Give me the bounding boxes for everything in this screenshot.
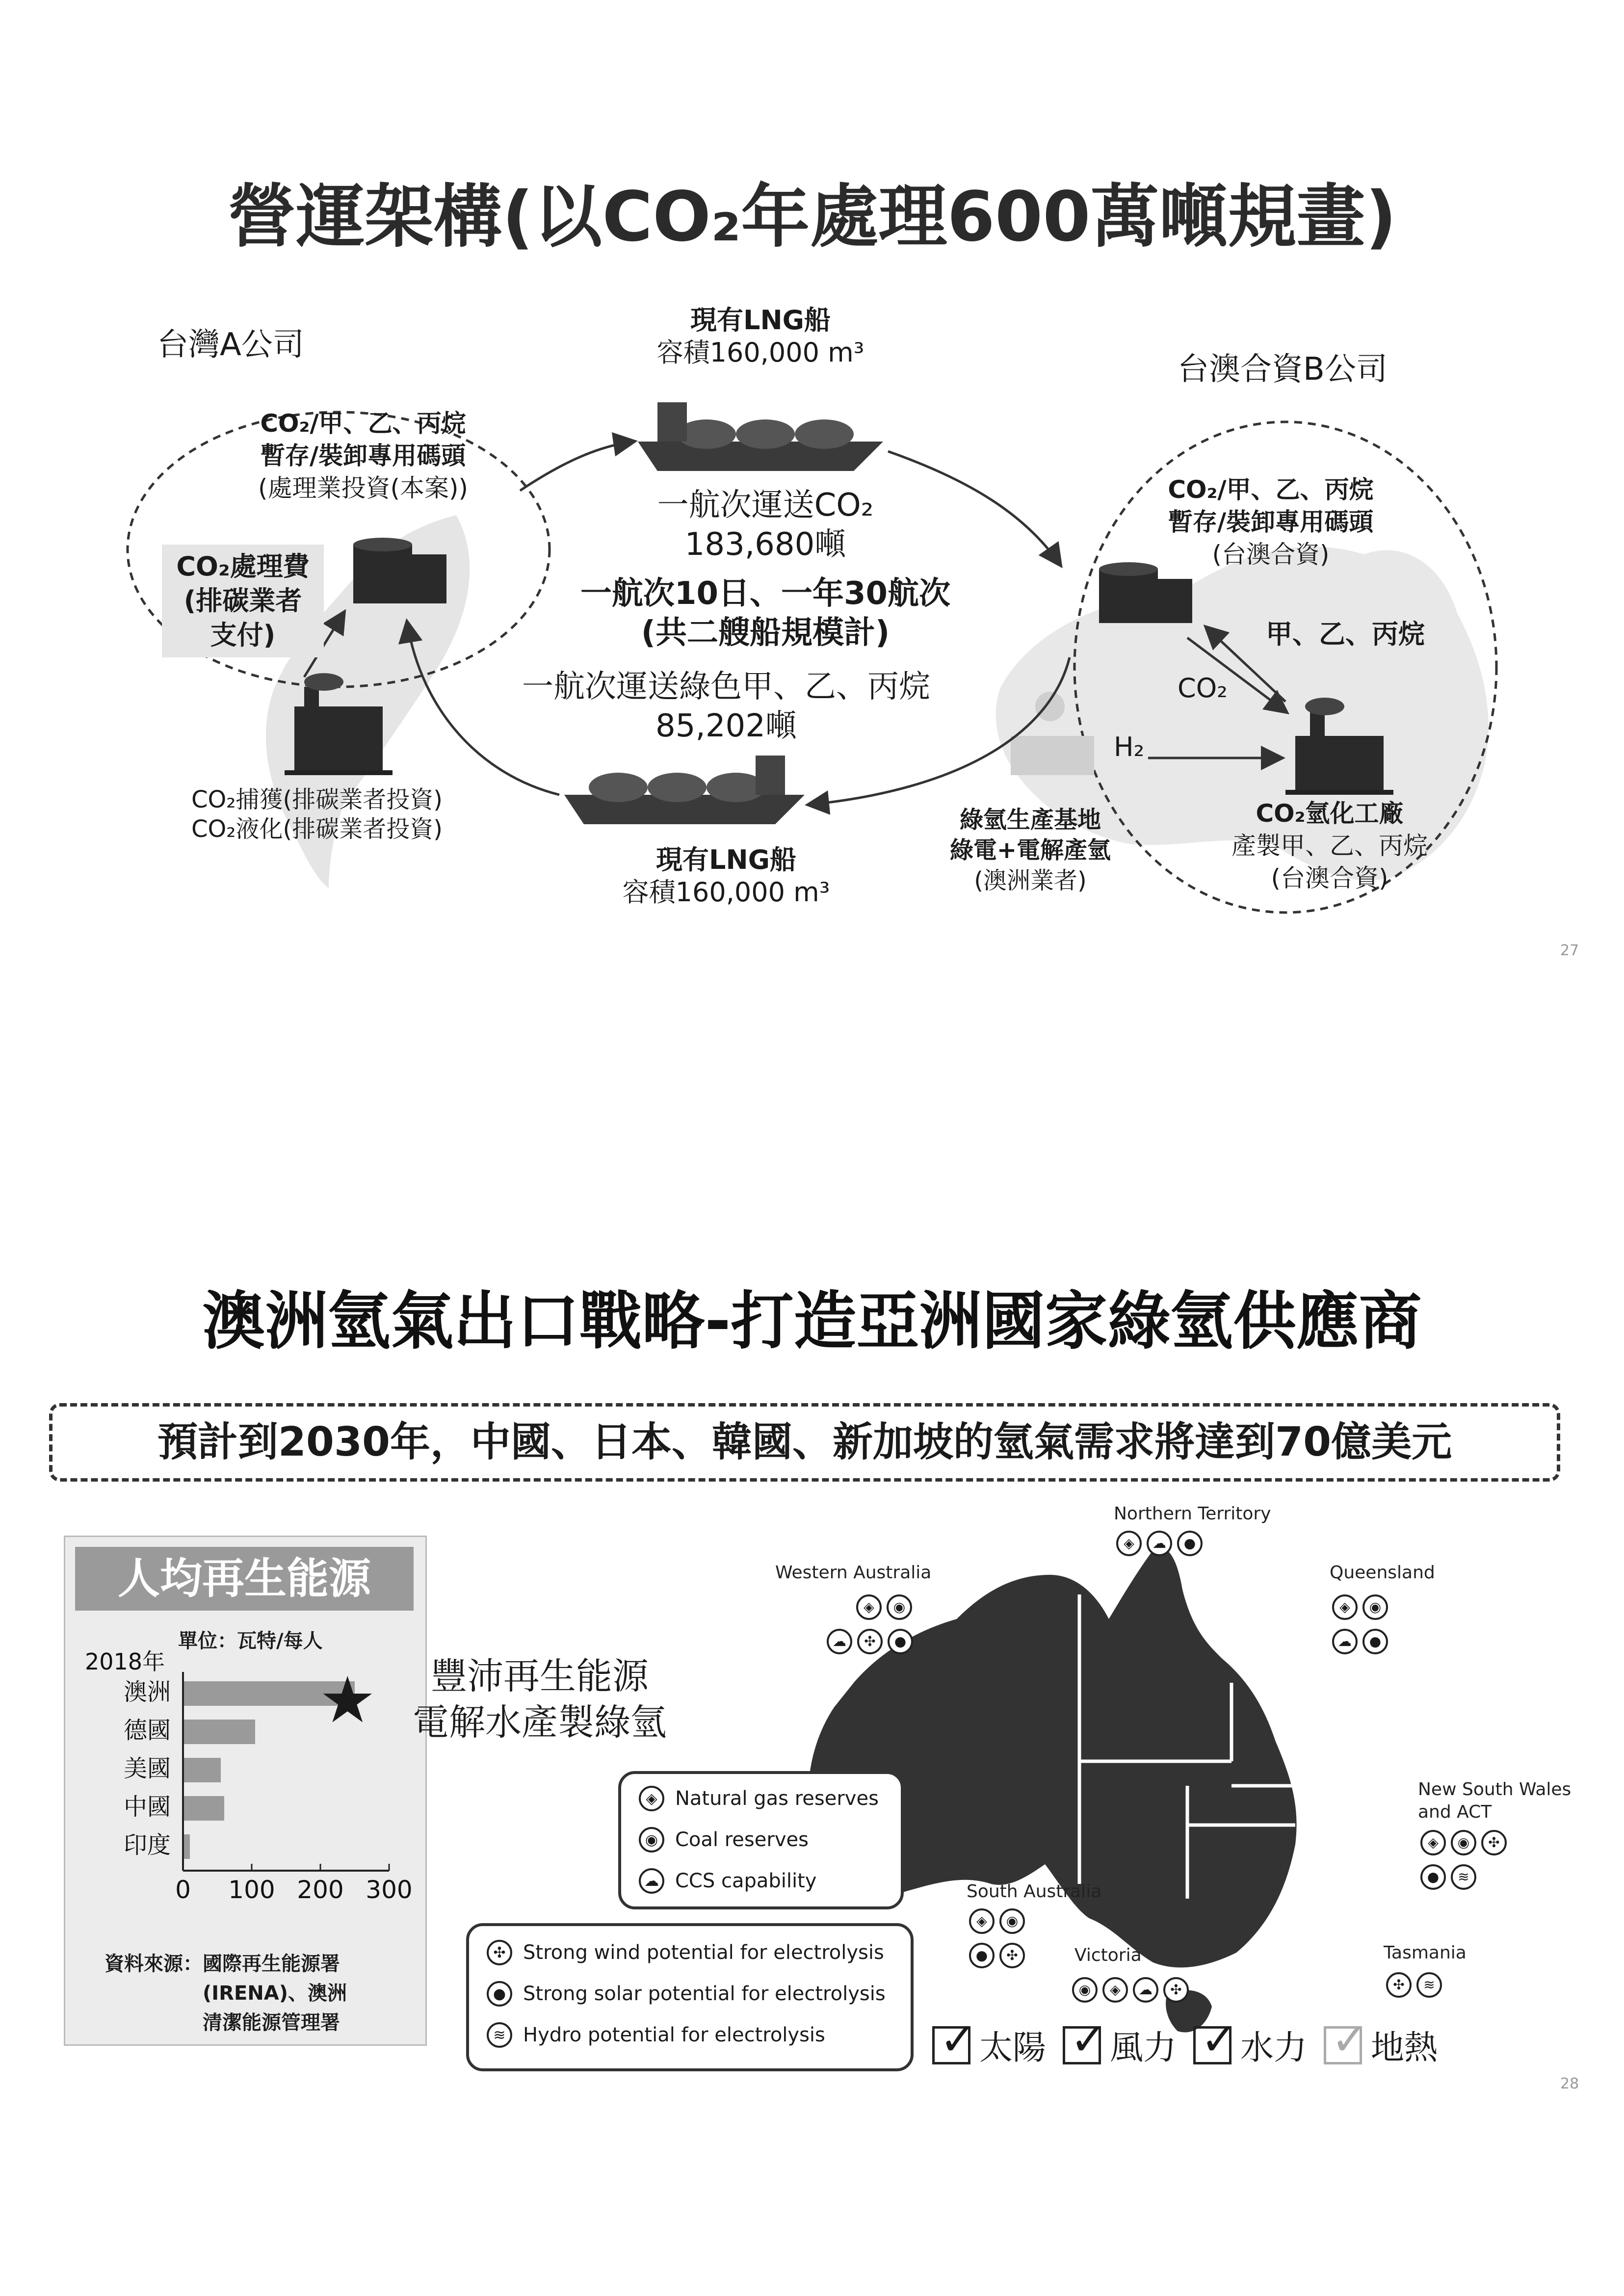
wind-icon: ✣ xyxy=(999,1943,1025,1968)
bar-category-label: 印度 xyxy=(123,1831,171,1859)
legend-hydro: ≋ Hydro potential for electrolysis xyxy=(487,2022,825,2048)
co2-fee-text: CO₂處理費 (排碳業者 支付) xyxy=(176,551,310,651)
per-capita-panel xyxy=(64,1536,427,2046)
source-solar: ✓ 太陽 xyxy=(932,2021,1046,2069)
x-tick-label: 100 xyxy=(228,1876,275,1904)
company-a-label: 台灣A公司 xyxy=(157,327,304,363)
nsw-icons xyxy=(1418,1830,1509,1855)
bar-category-label: 澳洲 xyxy=(123,1678,171,1706)
b-terminal-text: CO₂/甲、乙、丙烷 暫存/裝卸專用碼頭 (台澳合資) xyxy=(1168,475,1374,569)
solar-icon: ● xyxy=(1420,1864,1446,1890)
storage-tank-b-icon xyxy=(1099,562,1192,623)
page-number-28: 28 xyxy=(1560,2075,1579,2092)
source-text: 資料來源：國際再生能源署 (IRENA)、澳洲 清潔能源管理署 xyxy=(105,1953,347,2034)
voyage-co2-text: 一航次運送CO₂ 183,680噸 xyxy=(657,487,874,563)
source-wind: ✓ 風力 xyxy=(1063,2021,1177,2069)
slide28-title: 澳洲氫氣出口戰略-打造亞洲國家綠氫供應商 xyxy=(202,1285,1422,1358)
co2-capture-text: CO₂捕獲(排碳業者投資) CO₂液化(排碳業者投資) xyxy=(191,786,443,843)
green-h2-text: 綠氫生產基地 綠電+電解產氫 (澳洲業者) xyxy=(949,806,1111,894)
wind-icon: ✣ xyxy=(487,1940,512,1965)
b-hydrocarbons-label: 甲、乙、丙烷 xyxy=(1266,619,1425,650)
qld-icons xyxy=(1330,1594,1390,1620)
energy-sources-checklist xyxy=(932,2013,1454,2069)
hydro-icon: ≋ xyxy=(1416,1972,1442,1998)
legend-wind: ✣ Strong wind potential for electrolysis xyxy=(487,1940,884,1965)
company-b-label: 台澳合資B公司 xyxy=(1178,351,1388,388)
voyage-plan-text: 一航次10日、一年30航次 (共二艘船規模計) xyxy=(580,575,951,651)
checkbox-light-icon: ✓ xyxy=(1324,2026,1362,2064)
banner-text: 預計到2030年，中國、日本、韓國、新加坡的氫氣需求將達到70億美元 xyxy=(157,1419,1452,1465)
solar-icon: ● xyxy=(888,1629,913,1654)
bar-category-label: 德國 xyxy=(123,1717,171,1744)
checkbox-icon: ✓ xyxy=(932,2026,970,2064)
solar-icon: ● xyxy=(1177,1531,1203,1556)
natural-gas-icon: ◈ xyxy=(856,1594,882,1620)
region-victoria: Victoria xyxy=(1074,1945,1142,1965)
natural-gas-icon: ◈ xyxy=(1102,1977,1128,2003)
ship-top-label: 現有LNG船 容積160,000 m³ xyxy=(656,305,864,368)
wind-icon: ✣ xyxy=(1386,1972,1412,1998)
source-hydro: ✓ 水力 xyxy=(1193,2021,1307,2069)
slide27-title: 營運架構(以CO₂年處理600萬噸規畫) xyxy=(227,177,1397,257)
ccs-icon: ☁ xyxy=(1332,1629,1358,1654)
checkbox-icon: ✓ xyxy=(1063,2026,1101,2064)
solar-icon: ● xyxy=(1362,1629,1388,1654)
legend-natural-gas: ◈ Natural gas reserves xyxy=(639,1786,879,1811)
wind-icon: ✣ xyxy=(1163,1977,1189,2003)
wa-icons xyxy=(854,1594,915,1620)
demand-banner xyxy=(49,1403,1560,1482)
vic-icons xyxy=(1070,1977,1191,2003)
source-geothermal: ✓ 地熱 xyxy=(1324,2021,1438,2069)
natural-gas-icon: ◈ xyxy=(1332,1594,1358,1620)
sa-icons-2 xyxy=(967,1943,1027,1968)
ccs-icon: ☁ xyxy=(1147,1531,1172,1556)
legend-reserves xyxy=(618,1771,904,1909)
coal-icon: ◉ xyxy=(1362,1594,1388,1620)
bar xyxy=(183,1758,221,1782)
region-queensland: Queensland xyxy=(1330,1563,1435,1583)
b-h2-label: H₂ xyxy=(1114,731,1145,762)
lng-ship-top-icon xyxy=(638,402,883,471)
solar-icon: ● xyxy=(487,1981,512,2007)
ship-bottom-label: 現有LNG船 容積160,000 m³ xyxy=(622,844,830,908)
coal-icon: ◉ xyxy=(1451,1830,1476,1855)
bar-category-label: 中國 xyxy=(123,1793,171,1821)
voyage-green-text: 一航次運送綠色甲、乙、丙烷 85,202噸 xyxy=(522,669,930,744)
ccs-icon: ☁ xyxy=(1133,1977,1158,2003)
x-tick-label: 0 xyxy=(175,1876,191,1904)
x-tick-label: 300 xyxy=(366,1876,413,1904)
bar xyxy=(183,1720,255,1744)
per-capita-heading: 人均再生能源 xyxy=(75,1547,414,1611)
legend-potential xyxy=(466,1923,914,2071)
region-south-australia: South Australia xyxy=(967,1881,1102,1902)
wind-icon: ✣ xyxy=(857,1629,883,1654)
page-number-27: 27 xyxy=(1560,942,1579,959)
hydro-icon: ≋ xyxy=(1451,1864,1476,1890)
star-icon: ★ xyxy=(319,1663,376,1737)
coal-icon: ◉ xyxy=(639,1827,664,1852)
coal-icon: ◉ xyxy=(1072,1977,1098,2003)
region-tasmania: Tasmania xyxy=(1384,1943,1467,1963)
nsw-icons-2 xyxy=(1418,1864,1479,1890)
legend-solar: ● Strong solar potential for electrolysis xyxy=(487,1981,886,2007)
region-nsw: New South Wales and ACT xyxy=(1418,1779,1572,1822)
legend-ccs: ☁ CCS capability xyxy=(639,1868,816,1894)
x-tick-label: 200 xyxy=(297,1876,344,1904)
coal-icon: ◉ xyxy=(887,1594,912,1620)
natural-gas-icon: ◈ xyxy=(639,1786,664,1811)
b-co2-label: CO₂ xyxy=(1178,673,1228,704)
b-plant-text: CO₂氫化工廠 產製甲、乙、丙烷 (台澳合資) xyxy=(1231,799,1428,892)
coal-icon: ◉ xyxy=(999,1908,1025,1934)
hydro-icon: ≋ xyxy=(487,2022,512,2048)
region-northern-territory: Northern Territory xyxy=(1114,1504,1271,1524)
lng-ship-bottom-icon xyxy=(564,756,805,824)
unit-label: 單位：瓦特/每人 xyxy=(178,1630,323,1652)
legend-coal: ◉ Coal reserves xyxy=(639,1827,809,1852)
bar xyxy=(183,1796,224,1821)
checkbox-icon: ✓ xyxy=(1193,2026,1231,2064)
a-terminal-text: CO₂/甲、乙、丙烷 暫存/裝卸專用碼頭 (處理業投資(本案)) xyxy=(258,409,469,502)
bar xyxy=(183,1834,190,1859)
natural-gas-icon: ◈ xyxy=(1420,1830,1446,1855)
wa-icons-2 xyxy=(824,1629,916,1654)
nt-icons xyxy=(1114,1531,1205,1556)
wind-icon: ✣ xyxy=(1481,1830,1507,1855)
natural-gas-icon: ◈ xyxy=(969,1908,995,1934)
ccs-icon: ☁ xyxy=(827,1629,852,1654)
tas-icons xyxy=(1384,1972,1444,1998)
qld-icons-2 xyxy=(1330,1629,1390,1654)
arrow-a-to-ship xyxy=(520,442,633,491)
chart-year-label: 2018年 xyxy=(85,1648,165,1675)
bar-category-label: 美國 xyxy=(123,1755,171,1782)
ccs-icon: ☁ xyxy=(639,1868,664,1894)
region-western-australia: Western Australia xyxy=(775,1563,932,1583)
natural-gas-icon: ◈ xyxy=(1116,1531,1142,1556)
callout-text: 豐沛再生能源 電解水產製綠氫 xyxy=(413,1655,667,1744)
solar-icon: ● xyxy=(969,1943,995,1968)
sa-icons xyxy=(967,1908,1027,1934)
